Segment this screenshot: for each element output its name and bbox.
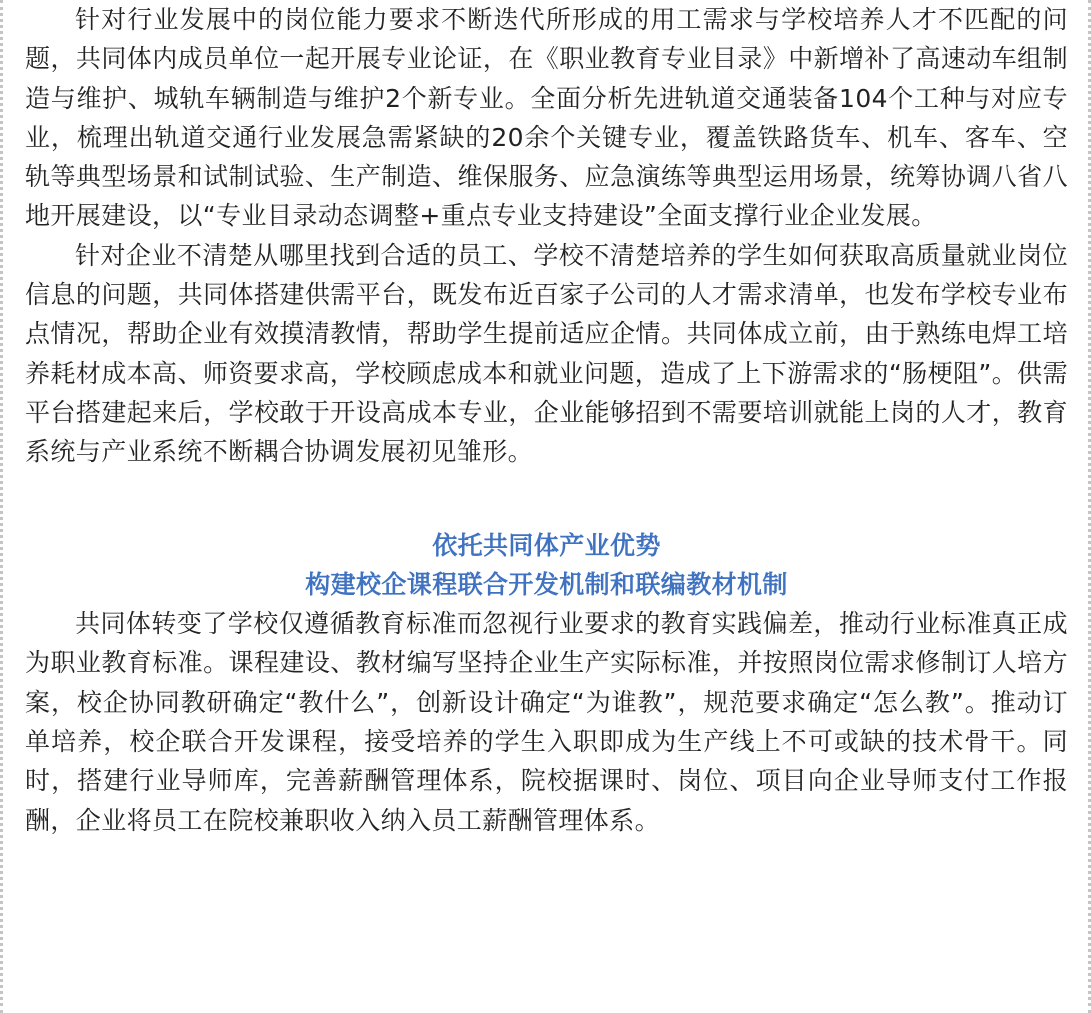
article-body (25, 0, 1068, 840)
paragraph-industry-demand: 针对行业发展中的岗位能力要求不断迭代所形成的用工需求与学校培养人才不匹配的问题，共同体内成员单位一起开展专业论证，在《职业教育专业目录》中新增补了高速动车组制造与维护、城轨车辆制造与维护2个新专业。全面分析先进轨道交通装备104个工种与对应专业，梳理出轨道交通行业发展急需紧缺的20余个关键专业，覆盖铁路货车、机车、客车、空轨等典型场景和试制试验、生产制造、维保服务、应急演练等典型运用场景，统筹协调八省八地开展建设，以“专业目录动态调整+重点专业支持建设”全面支撑行业企业发展。 (25, 5, 1068, 231)
paragraph-supply-demand-platform: 针对企业不清楚从哪里找到合适的员工、学校不清楚培养的学生如何获取高质量就业岗位信息的问题，共同体搭建供需平台，既发布近百家子公司的人才需求清单，也发布学校专业布点情况，帮助企业有效摸清教情，帮助学生提前适应企情。共同体成立前，由于熟练电焊工培养耗材成本高、师资要求高，学校顾虑成本和就业问题，造成了上下游需求的“肠梗阻”。供需平台搭建起来后，学校敢于开设高成本专业，企业能够招到不需要培训就能上岗的人才，教育系统与产业系统不断耦合协调发展初见雏形。 (25, 240, 1068, 467)
paragraph-curriculum-development: 共同体转变了学校仅遵循教育标准而忽视行业要求的教育实践偏差，推动行业标准真正成为职业教育标准。课程建设、教材编写坚持企业生产实际标准，并按照岗位需求修制订人培方案，校企协同教研确定“教什么”，创新设计确定“为谁教”，规范要求确定“怎么教”。推动订单培养，校企联合开发课程，接受培养的学生入职即成为生产线上不可或缺的技术骨干。同时，搭建行业导师库，完善薪酬管理体系，院校据课时、岗位、项目向企业导师支付工作报酬，企业将员工在院校兼职收入纳入员工薪酬管理体系。 (25, 609, 1068, 835)
section-heading (25, 526, 1068, 605)
section-heading-line-1: 依托共同体产业优势 (432, 530, 661, 560)
section-heading-line-2: 构建校企课程联合开发机制和联编教材机制 (305, 569, 788, 599)
